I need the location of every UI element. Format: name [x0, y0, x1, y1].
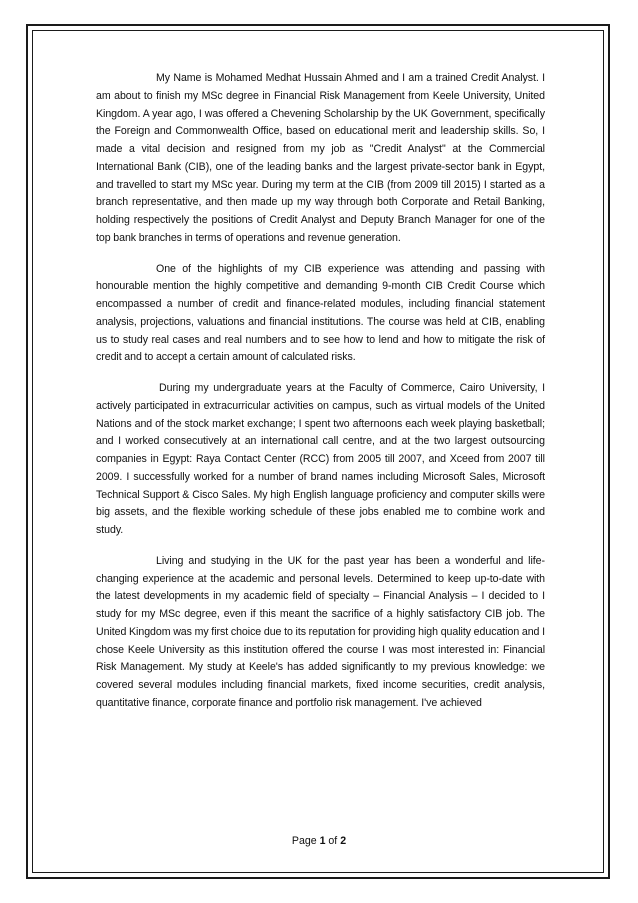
- page-of-label: of: [325, 835, 341, 847]
- document-body: [96, 70, 545, 726]
- page-label: Page: [291, 835, 320, 847]
- page-number: [0, 835, 638, 847]
- paragraph-cib-course: One of the highlights of my CIB experience was attending and passing with honourable mention the highly competitive and demanding 9-month CIB Credit Course which encompassed a number of credit and finance-related modules, including financial statement analysis, projections, valuations and financial institutions. The course was held at CIB, enabling us to study real cases and real numbers and to see how to lend and how to mitigate the risk of credit and to accept a certain amount of calculated risks.: [96, 262, 545, 364]
- paragraph-undergraduate: During my undergraduate years at the Faculty of Commerce, Cairo University, I actively participated in extracurricular activities on campus, such as virtual models of the United Nations and of the stock market exchange; I spent two afternoons each week playing basketball; and I worked consecutively at an international call centre, and at the two largest outsourcing companies in Egypt: Raya Contact Center (RCC) from 2005 till 2007, and Xceed from 2007 till 2009. I successfully worked for a number of brand names including Microsoft Sales, Microsoft Technical Support & Cisco Sales. My high English language proficiency and computer skills were big assets, and the flexible working schedule of these jobs enabled me to combine work and study.: [96, 382, 545, 536]
- paragraph-uk-study: Living and studying in the UK for the past year has been a wonderful and life-changing experience at the academic and personal levels. Determined to keep up-to-date with the latest developments in my academic field of specialty – Financial Analysis – I decided to I study for my MSc degree, even if this meant the sacrifice of a highly satisfactory CIB job. The United Kingdom was my first choice due to its reputation for providing high quality education and I chose Keele University as this institution offered the course I was most interested in: Financial Risk Management. My study at Keele's has added significantly to my previous knowledge: we covered several modules including financial markets, fixed income securities, credit analysis, quantitative finance, corporate finance and portfolio risk management. I've achieved: [96, 554, 545, 709]
- total-pages-number: 2: [340, 835, 347, 847]
- paragraph-intro: My Name is Mohamed Medhat Hussain Ahmed and I am a trained Credit Analyst. I am about to finish my MSc degree in Financial Risk Management from Keele University, United Kingdom. A year ago, I was offered a Chevening Scholarship by the UK Government, specifically the Foreign and Commonwealth Office, based on educational merit and leadership skills. So, I made a vital decision and resigned from my job as "Credit Analyst" at the Commercial International Bank (CIB), one of the leading banks and the largest private-sector bank in Egypt, and travelled to start my MSc year. During my term at the CIB (from 2009 till 2015) I started as a branch representative, and then made up my way through both Corporate and Retail Banking, holding respectively the positions of Credit Analyst and Deputy Branch Manager for one of the top bank branches in terms of operations and revenue generation.: [96, 72, 545, 244]
- current-page-number: 1: [319, 835, 326, 847]
